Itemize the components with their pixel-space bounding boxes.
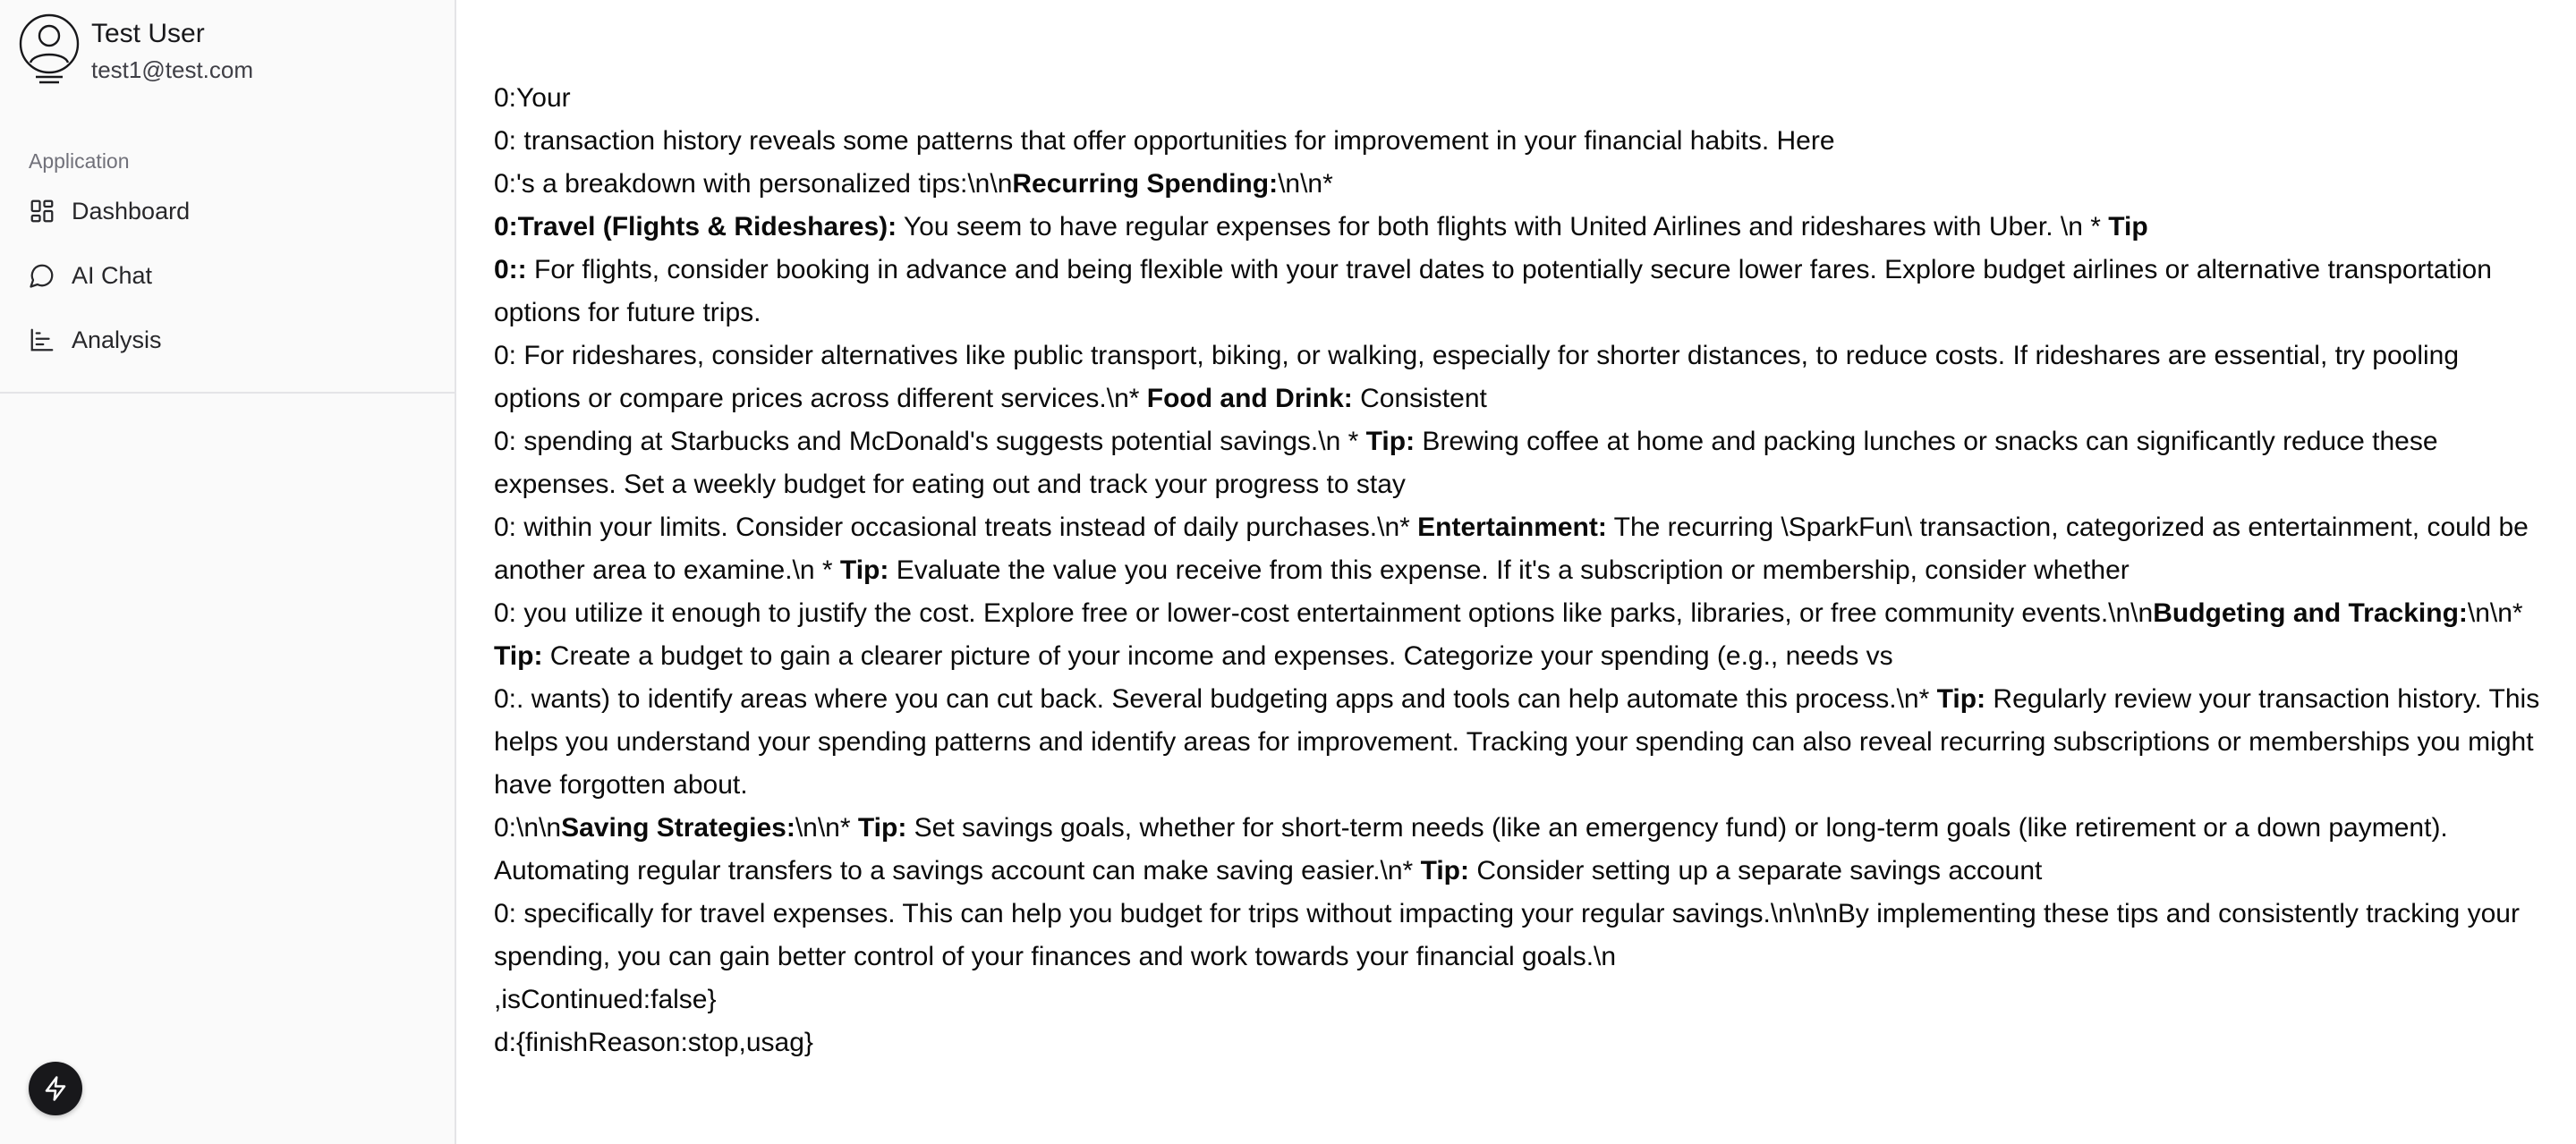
stream-segment: Consistent xyxy=(1352,384,1487,413)
stream-segment: 0: you utilize it enough to justify the cost. Explore free or lower-cost entertainment options like parks, libraries, or free community events.\n\n xyxy=(494,598,2154,628)
user-avatar-icon xyxy=(18,13,81,86)
chat-stream-output xyxy=(456,0,2576,1144)
user-email: test1@test.com xyxy=(91,56,254,83)
stream-segment: For flights, consider booking in advance and being flexible with your travel dates to potentially secure lower fares. Explore budget airlines or alternative transportation options for future trips. xyxy=(494,255,2492,327)
stream-segment: The recurring \SparkFun\ transaction, categorized as entertainment, could be another area to examine.\n * xyxy=(494,513,2529,585)
stream-segment: Brewing coffee at home and packing lunches or snacks can significantly reduce these expenses. Set a weekly budget for eating out and track your progress to stay xyxy=(494,427,2438,499)
sidebar-top xyxy=(0,0,455,394)
dashboard-icon xyxy=(29,198,55,225)
sidebar-item-ai-chat[interactable] xyxy=(0,243,455,308)
stream-line xyxy=(494,163,2540,206)
stream-segment: \n\n* xyxy=(795,813,858,843)
stream-line xyxy=(494,979,2540,1021)
user-name: Test User xyxy=(91,19,205,48)
sidebar-item-label: Dashboard xyxy=(72,197,191,225)
sidebar-item-label: Analysis xyxy=(72,326,162,353)
stream-segment: 0: within your limits. Consider occasional treats instead of daily purchases.\n* xyxy=(494,513,1418,542)
stream-segment: 0: spending at Starbucks and McDonald's suggests potential savings.\n * xyxy=(494,427,1366,456)
sidebar-group-label: Application xyxy=(29,149,130,173)
stream-segment: Consider setting up a separate savings account xyxy=(1469,856,2043,886)
stream-line xyxy=(494,893,2540,979)
stream-bold-segment: Tip: xyxy=(494,641,543,671)
stream-bold-segment: Tip: xyxy=(1420,856,1469,886)
stream-line xyxy=(494,120,2540,163)
stream-bold-segment: Tip: xyxy=(839,555,889,585)
stream-line xyxy=(494,206,2540,249)
stream-line xyxy=(494,592,2540,678)
sidebar-item-label: AI Chat xyxy=(72,261,153,289)
chat-icon xyxy=(29,262,55,289)
stream-segment: 0:Your xyxy=(494,83,571,113)
user-profile[interactable] xyxy=(0,0,455,98)
stream-segment: d:{finishReason:stop,usag} xyxy=(494,1028,813,1057)
stream-text xyxy=(494,77,2540,1064)
stream-segment: Set savings goals, whether for short-term needs (like an emergency fund) or long-term goals (like retirement or a down payment). Automating regular transfers to a savings account can make saving easier.\n* xyxy=(494,813,2448,886)
stream-segment: ,isContinued:false} xyxy=(494,985,717,1014)
stream-segment: You seem to have regular expenses for both flights with United Airlines and rideshares with Uber. \n * xyxy=(897,212,2109,242)
stream-line xyxy=(494,335,2540,420)
stream-bold-segment: 0:Travel (Flights & Rideshares): xyxy=(494,212,897,242)
stream-bold-segment: Food and Drink: xyxy=(1146,384,1353,413)
stream-line xyxy=(494,420,2540,506)
lightning-action-button[interactable] xyxy=(29,1062,82,1115)
stream-segment: 0:'s a breakdown with personalized tips:\n\n xyxy=(494,169,1013,199)
sidebar-item-analysis[interactable] xyxy=(0,308,455,372)
stream-segment: 0: specifically for travel expenses. This can help you budget for trips without impacting your regular savings.\n\n\nBy implementing these tips and consistently tracking your spending, you can gain better control of your finances and work towards your financial goals.\n xyxy=(494,899,2520,971)
stream-bold-segment: Tip xyxy=(2108,212,2148,242)
stream-segment: 0:\n\n xyxy=(494,813,562,843)
stream-line xyxy=(494,678,2540,807)
stream-line xyxy=(494,249,2540,335)
stream-segment: 0: For rideshares, consider alternatives like public transport, biking, or walking, especially for shorter distances, to reduce costs. If rideshares are essential, try pooling options or compare prices across different services.\n* xyxy=(494,341,2460,413)
stream-line xyxy=(494,506,2540,592)
stream-bold-segment: Budgeting and Tracking: xyxy=(2153,598,2468,628)
stream-bold-segment: Tip: xyxy=(1936,684,1986,714)
stream-segment: 0:. wants) to identify areas where you can cut back. Several budgeting apps and tools can help automate this process.\n* xyxy=(494,684,1937,714)
stream-segment: 0: transaction history reveals some patterns that offer opportunities for improvement in your financial habits. Here xyxy=(494,126,1835,156)
stream-bold-segment: Tip: xyxy=(857,813,907,843)
stream-segment: \n\n* xyxy=(1278,169,1333,199)
stream-segment: Evaluate the value you receive from this expense. If it's a subscription or membership, consider whether xyxy=(888,555,2130,585)
user-text xyxy=(91,13,253,88)
stream-segment: Create a budget to gain a clearer picture of your income and expenses. Categorize your spending (e.g., needs vs xyxy=(542,641,1893,671)
chart-icon xyxy=(29,326,55,353)
stream-line xyxy=(494,807,2540,893)
stream-line xyxy=(494,1021,2540,1064)
stream-segment: Regularly review your transaction history. This helps you understand your spending patterns and identify areas for improvement. Tracking your spending can also reveal recurring subscriptions or memberships you might have forgotten about. xyxy=(494,684,2540,800)
stream-bold-segment: Saving Strategies: xyxy=(561,813,795,843)
stream-bold-segment: Tip: xyxy=(1365,427,1416,456)
lightning-icon xyxy=(42,1075,69,1102)
stream-bold-segment: Recurring Spending: xyxy=(1012,169,1279,199)
sidebar xyxy=(0,0,456,1144)
stream-bold-segment: 0:: xyxy=(494,255,527,284)
stream-line xyxy=(494,77,2540,120)
stream-bold-segment: Entertainment: xyxy=(1417,513,1607,542)
sidebar-item-dashboard[interactable] xyxy=(0,179,455,243)
stream-segment: \n\n* xyxy=(2467,598,2523,628)
